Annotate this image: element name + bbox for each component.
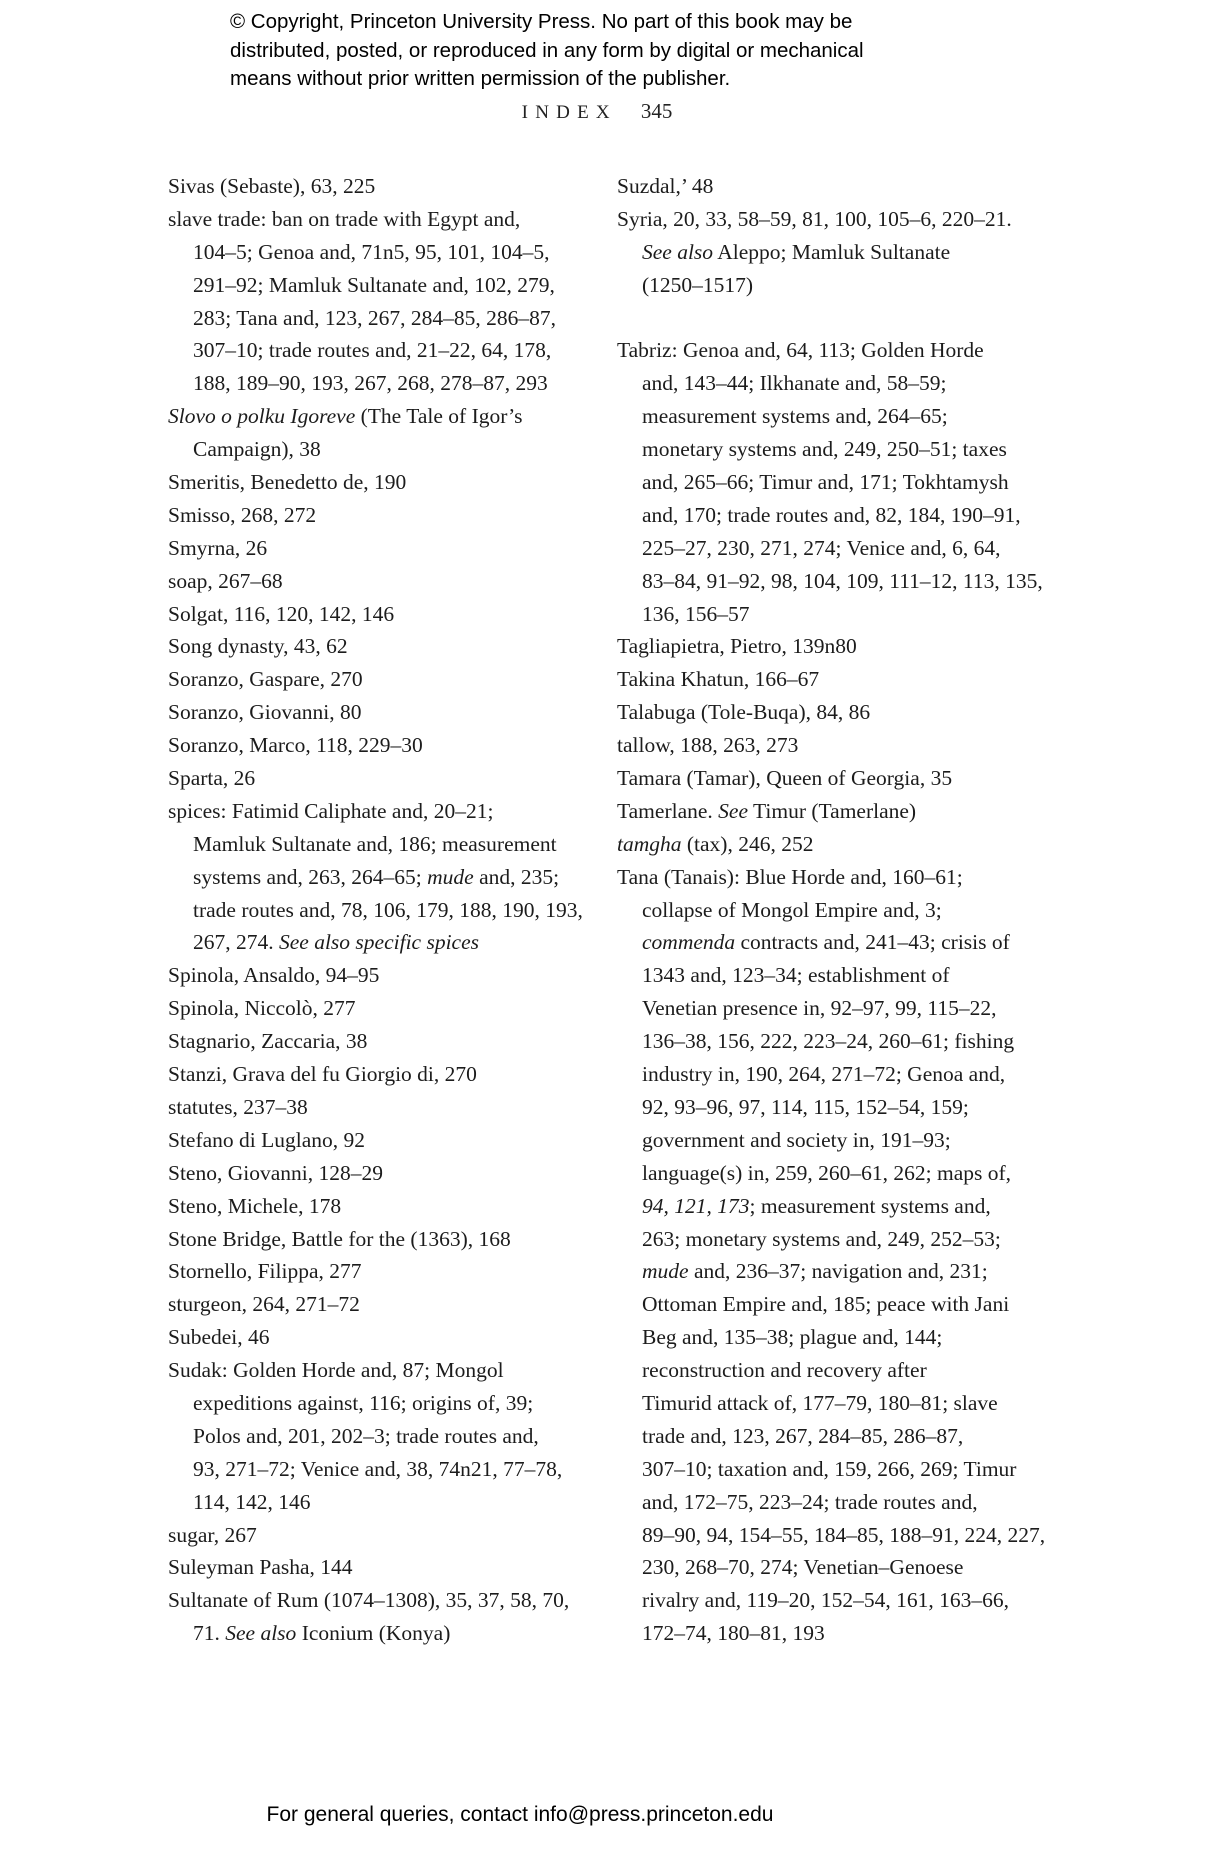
index-line: Polos and, 201, 202–3; trade routes and,: [193, 1423, 539, 1448]
index-line: Tamerlane. See Timur (Tamerlane): [617, 798, 917, 823]
index-line: Stagnario, Zaccaria, 38: [168, 1029, 368, 1054]
index-line: Soranzo, Marco, 118, 229–30: [168, 733, 423, 758]
page-header: [0, 99, 1194, 124]
index-line: Syria, 20, 33, 58–59, 81, 100, 105–6, 220–21.: [617, 206, 1012, 231]
index-line: Smeritis, Benedetto de, 190: [168, 470, 407, 495]
index-line: Tana (Tanais): Blue Horde and, 160–61;: [617, 864, 963, 889]
index-line: Steno, Giovanni, 128–29: [168, 1160, 383, 1185]
index-line: Steno, Michele, 178: [168, 1193, 342, 1218]
index-line: and, 170; trade routes and, 82, 184, 190–91,: [642, 502, 1021, 527]
index-line: 230, 268–70, 274; Venetian–Genoese: [642, 1555, 964, 1580]
index-line: measurement systems and, 264–65;: [642, 404, 948, 429]
index-line: Suleyman Pasha, 144: [168, 1555, 353, 1580]
index-line: rivalry and, 119–20, 152–54, 161, 163–66,: [642, 1588, 1010, 1613]
index-line: 104–5; Genoa and, 71n5, 95, 101, 104–5,: [193, 239, 550, 264]
index-line: and, 265–66; Timur and, 171; Tokhtamysh: [642, 470, 1009, 495]
index-line: Venetian presence in, 92–97, 99, 115–22,: [642, 996, 997, 1021]
index-line: Slovo o polku Igoreve (The Tale of Igor’s: [168, 404, 523, 429]
index-line: 136–38, 156, 222, 223–24, 260–61; fishing: [642, 1029, 1015, 1054]
index-line: Suzdal,’ 48: [617, 174, 714, 198]
index-line: 136, 156–57: [642, 601, 750, 626]
index-line: Soranzo, Giovanni, 80: [168, 700, 362, 725]
index-line: Ottoman Empire and, 185; peace with Jani: [642, 1292, 1010, 1317]
index-line: 307–10; taxation and, 159, 266, 269; Timur: [642, 1456, 1017, 1481]
index-line: Soranzo, Gaspare, 270: [168, 667, 363, 692]
page-number: 345: [640, 99, 673, 123]
index-line: industry in, 190, 264, 271–72; Genoa and,: [642, 1062, 1006, 1087]
index-line: commenda contracts and, 241–43; crisis of: [642, 930, 1010, 955]
index-line: government and society in, 191–93;: [642, 1127, 951, 1152]
index-line: Song dynasty, 43, 62: [168, 634, 348, 659]
index-line: Spinola, Niccolò, 277: [168, 996, 356, 1021]
index-line: Tabriz: Genoa and, 64, 113; Golden Horde: [617, 338, 984, 363]
index-line: collapse of Mongol Empire and, 3;: [642, 897, 942, 922]
index-line: 89–90, 94, 154–55, 184–85, 188–91, 224, 227,: [642, 1522, 1046, 1547]
index-line: 71. See also Iconium (Konya): [193, 1621, 451, 1646]
index-line: sugar, 267: [168, 1522, 257, 1547]
index-line: slave trade: ban on trade with Egypt and,: [168, 206, 521, 231]
copyright-line: distributed, posted, or reproduced in any form by digital or mechanical: [230, 38, 864, 62]
index-line: 267, 274. See also specific spices: [193, 930, 480, 955]
index-line: Tamara (Tamar), Queen of Georgia, 35: [617, 766, 953, 791]
index-line: 172–74, 180–81, 193: [642, 1621, 825, 1646]
index-line: Smyrna, 26: [168, 535, 268, 560]
index-columns: [168, 170, 1046, 1650]
index-line: Sultanate of Rum (1074–1308), 35, 37, 58, 70,: [168, 1588, 570, 1613]
index-line: soap, 267–68: [168, 568, 283, 593]
index-line: language(s) in, 259, 260–61, 262; maps of,: [642, 1160, 1012, 1185]
index-line: Subedei, 46: [168, 1325, 270, 1350]
index-line: Beg and, 135–38; plague and, 144;: [642, 1325, 943, 1350]
index-line: trade routes and, 78, 106, 179, 188, 190, 193,: [193, 897, 583, 922]
index-line: reconstruction and recovery after: [642, 1358, 927, 1383]
index-column-left: [168, 170, 583, 1650]
index-line: 291–92; Mamluk Sultanate and, 102, 279,: [193, 272, 555, 297]
index-line: systems and, 263, 264–65; mude and, 235;: [193, 864, 560, 889]
index-line: 283; Tana and, 123, 267, 284–85, 286–87,: [193, 305, 556, 330]
index-line: expeditions against, 116; origins of, 39;: [193, 1390, 534, 1415]
index-line: 94, 121, 173; measurement systems and,: [642, 1193, 991, 1218]
index-line: 225–27, 230, 271, 274; Venice and, 6, 64,: [642, 535, 1001, 560]
copyright-notice: [230, 8, 864, 94]
copyright-line: means without prior written permission of the publisher.: [230, 67, 731, 90]
index-line: Stone Bridge, Battle for the (1363), 168: [168, 1226, 511, 1251]
index-line: Spinola, Ansaldo, 94–95: [168, 963, 380, 988]
index-line: 83–84, 91–92, 98, 104, 109, 111–12, 113, 135,: [642, 568, 1043, 593]
index-line: 307–10; trade routes and, 21–22, 64, 178,: [193, 338, 552, 363]
index-line: 92, 93–96, 97, 114, 115, 152–54, 159;: [642, 1094, 969, 1119]
index-line: 1343 and, 123–34; establishment of: [642, 963, 950, 988]
index-line: and, 143–44; Ilkhanate and, 58–59;: [642, 371, 947, 396]
index-line: 93, 271–72; Venice and, 38, 74n21, 77–78,: [193, 1456, 563, 1481]
index-line: Campaign), 38: [193, 437, 321, 462]
index-column-right: [617, 170, 1046, 1650]
index-line: Talabuga (Tole-Buqa), 84, 86: [617, 700, 871, 725]
index-line: and, 172–75, 223–24; trade routes and,: [642, 1489, 978, 1514]
index-line: trade and, 123, 267, 284–85, 286–87,: [642, 1423, 964, 1448]
index-line: Stornello, Filippa, 277: [168, 1259, 362, 1284]
page-title: INDEX: [521, 102, 617, 123]
index-line: mude and, 236–37; navigation and, 231;: [642, 1259, 988, 1284]
index-line: tallow, 188, 263, 273: [617, 733, 799, 758]
index-line: spices: Fatimid Caliphate and, 20–21;: [168, 798, 494, 823]
index-line: See also Aleppo; Mamluk Sultanate: [642, 239, 951, 264]
index-line: Tagliapietra, Pietro, 139n80: [617, 634, 857, 659]
index-line: Sudak: Golden Horde and, 87; Mongol: [168, 1358, 504, 1383]
index-line: Smisso, 268, 272: [168, 502, 317, 527]
index-line: Takina Khatun, 166–67: [617, 667, 820, 692]
index-line: Stefano di Luglano, 92: [168, 1127, 366, 1152]
index-line: Stanzi, Grava del fu Giorgio di, 270: [168, 1062, 477, 1087]
index-line: statutes, 237–38: [168, 1094, 308, 1119]
footer-contact: For general queries, contact info@press.princeton.edu: [266, 1803, 774, 1826]
index-line: sturgeon, 264, 271–72: [168, 1292, 360, 1317]
index-line: (1250–1517): [642, 272, 754, 297]
copyright-line: © Copyright, Princeton University Press. No part of this book may be: [230, 10, 853, 33]
index-line: Sivas (Sebaste), 63, 225: [168, 174, 376, 198]
index-line: 114, 142, 146: [193, 1489, 311, 1514]
index-line: Solgat, 116, 120, 142, 146: [168, 601, 395, 626]
index-line: Sparta, 26: [168, 766, 256, 791]
index-line: monetary systems and, 249, 250–51; taxes: [642, 437, 1007, 462]
index-line: Mamluk Sultanate and, 186; measurement: [193, 831, 557, 856]
index-line: tamgha (tax), 246, 252: [617, 831, 814, 856]
index-line: 263; monetary systems and, 249, 252–53;: [642, 1226, 1001, 1251]
index-blank-line: [617, 302, 1029, 335]
index-line: 188, 189–90, 193, 267, 268, 278–87, 293: [193, 371, 548, 396]
index-line: Timurid attack of, 177–79, 180–81; slave: [642, 1390, 998, 1415]
